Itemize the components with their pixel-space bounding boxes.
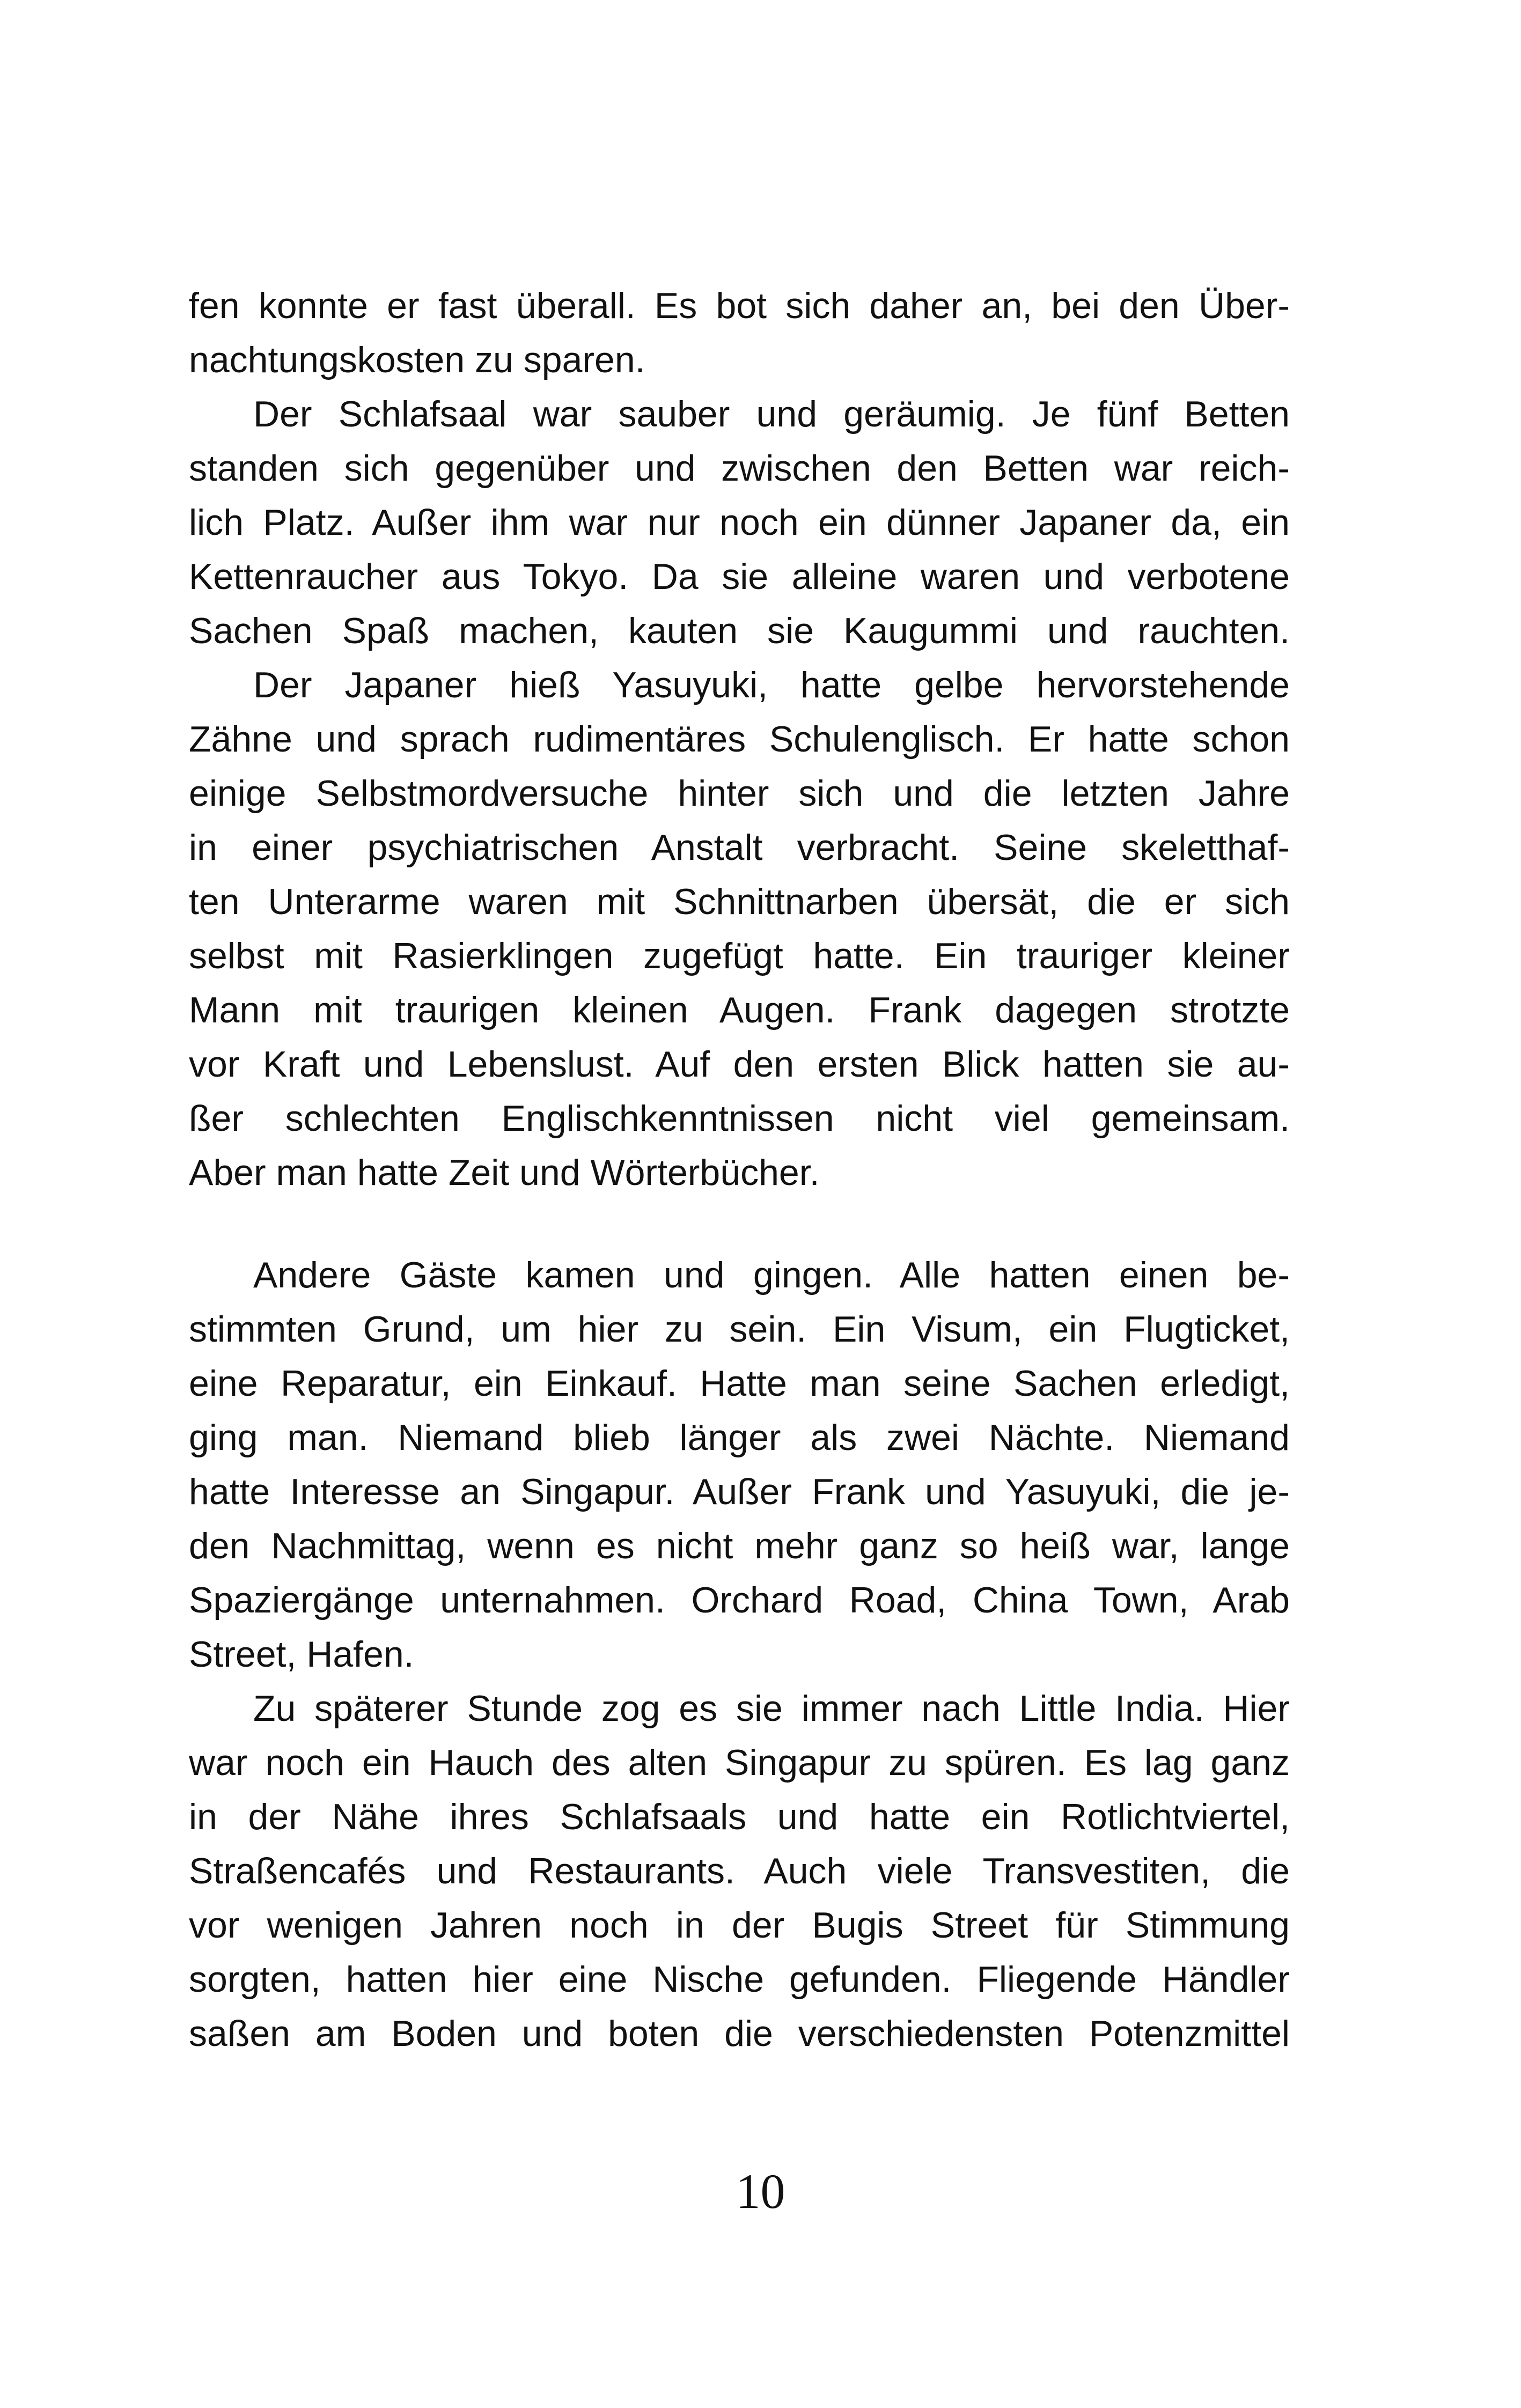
text-line: einige Selbstmordversuche hinter sich und die letzten Jahre <box>189 773 1290 814</box>
text-line: standen sich gegenüber und zwischen den Betten war reich- <box>189 448 1290 489</box>
text-line: sorgten, hatten hier eine Nische gefunden. Fliegende Händler <box>189 1959 1290 2000</box>
text-line: eine Reparatur, ein Einkauf. Hatte man seine Sachen erledigt, <box>189 1363 1290 1404</box>
text-line: Zähne und sprach rudimentäres Schulenglisch. Er hatte schon <box>189 719 1290 760</box>
text-line: vor wenigen Jahren noch in der Bugis Street für Stimmung <box>189 1905 1290 1946</box>
text-line: vor Kraft und Lebenslust. Auf den ersten Blick hatten sie au- <box>189 1044 1290 1085</box>
text-line: Spaziergänge unternahmen. Orchard Road, China Town, Arab <box>189 1580 1290 1621</box>
text-line: selbst mit Rasierklingen zugefügt hatte. Ein trauriger kleiner <box>189 936 1290 976</box>
text-line: ging man. Niemand blieb länger als zwei Nächte. Niemand <box>189 1417 1290 1458</box>
text-block-2 <box>189 1248 1290 2061</box>
text-line: stimmten Grund, um hier zu sein. Ein Visum, ein Flugticket, <box>189 1309 1290 1350</box>
text-line: Street, Hafen. <box>189 1634 414 1675</box>
text-line: fen konnte er fast überall. Es bot sich daher an, bei den Über- <box>189 285 1290 326</box>
text-line: Mann mit traurigen kleinen Augen. Frank dagegen strotzte <box>189 990 1290 1030</box>
text-line: saßen am Boden und boten die verschiedensten Potenzmittel <box>189 2013 1290 2054</box>
text-line: Straßencafés und Restaurants. Auch viele Transvestiten, die <box>189 1851 1290 1891</box>
text-line: war noch ein Hauch des alten Singapur zu spüren. Es lag ganz <box>189 1742 1290 1783</box>
text-line: lich Platz. Außer ihm war nur noch ein dünner Japaner da, ein <box>189 502 1290 543</box>
text-line: in der Nähe ihres Schlafsaals und hatte ein Rotlichtviertel, <box>189 1796 1290 1837</box>
text-line: ten Unterarme waren mit Schnittnarben übersät, die er sich <box>189 881 1290 922</box>
paragraph-first-line: Der Schlafsaal war sauber und geräumig. Je fünf Betten <box>253 394 1290 435</box>
text-block-1 <box>189 279 1290 1200</box>
text-line: Sachen Spaß machen, kauten sie Kaugummi und rauchten. <box>189 610 1290 651</box>
text-line: in einer psychiatrischen Anstalt verbracht. Seine skeletthaf- <box>189 827 1290 868</box>
text-line: Kettenraucher aus Tokyo. Da sie alleine waren und verbotene <box>189 556 1290 597</box>
paragraph-first-line: Zu späterer Stunde zog es sie immer nach Little India. Hier <box>253 1688 1290 1729</box>
page-number: 10 <box>736 2164 785 2219</box>
text-line: hatte Interesse an Singapur. Außer Frank und Yasuyuki, die je- <box>189 1471 1290 1512</box>
text-line: nachtungskosten zu sparen. <box>189 340 645 380</box>
text-line: den Nachmittag, wenn es nicht mehr ganz so heiß war, lange <box>189 1526 1290 1566</box>
text-line: Aber man hatte Zeit und Wörterbücher. <box>189 1152 820 1193</box>
paragraph-first-line: Der Japaner hieß Yasuyuki, hatte gelbe hervorstehende <box>253 665 1290 705</box>
paragraph-first-line: Andere Gäste kamen und gingen. Alle hatten einen be- <box>253 1255 1290 1295</box>
text-line: ßer schlechten Englischkenntnissen nicht viel gemeinsam. <box>189 1098 1290 1139</box>
